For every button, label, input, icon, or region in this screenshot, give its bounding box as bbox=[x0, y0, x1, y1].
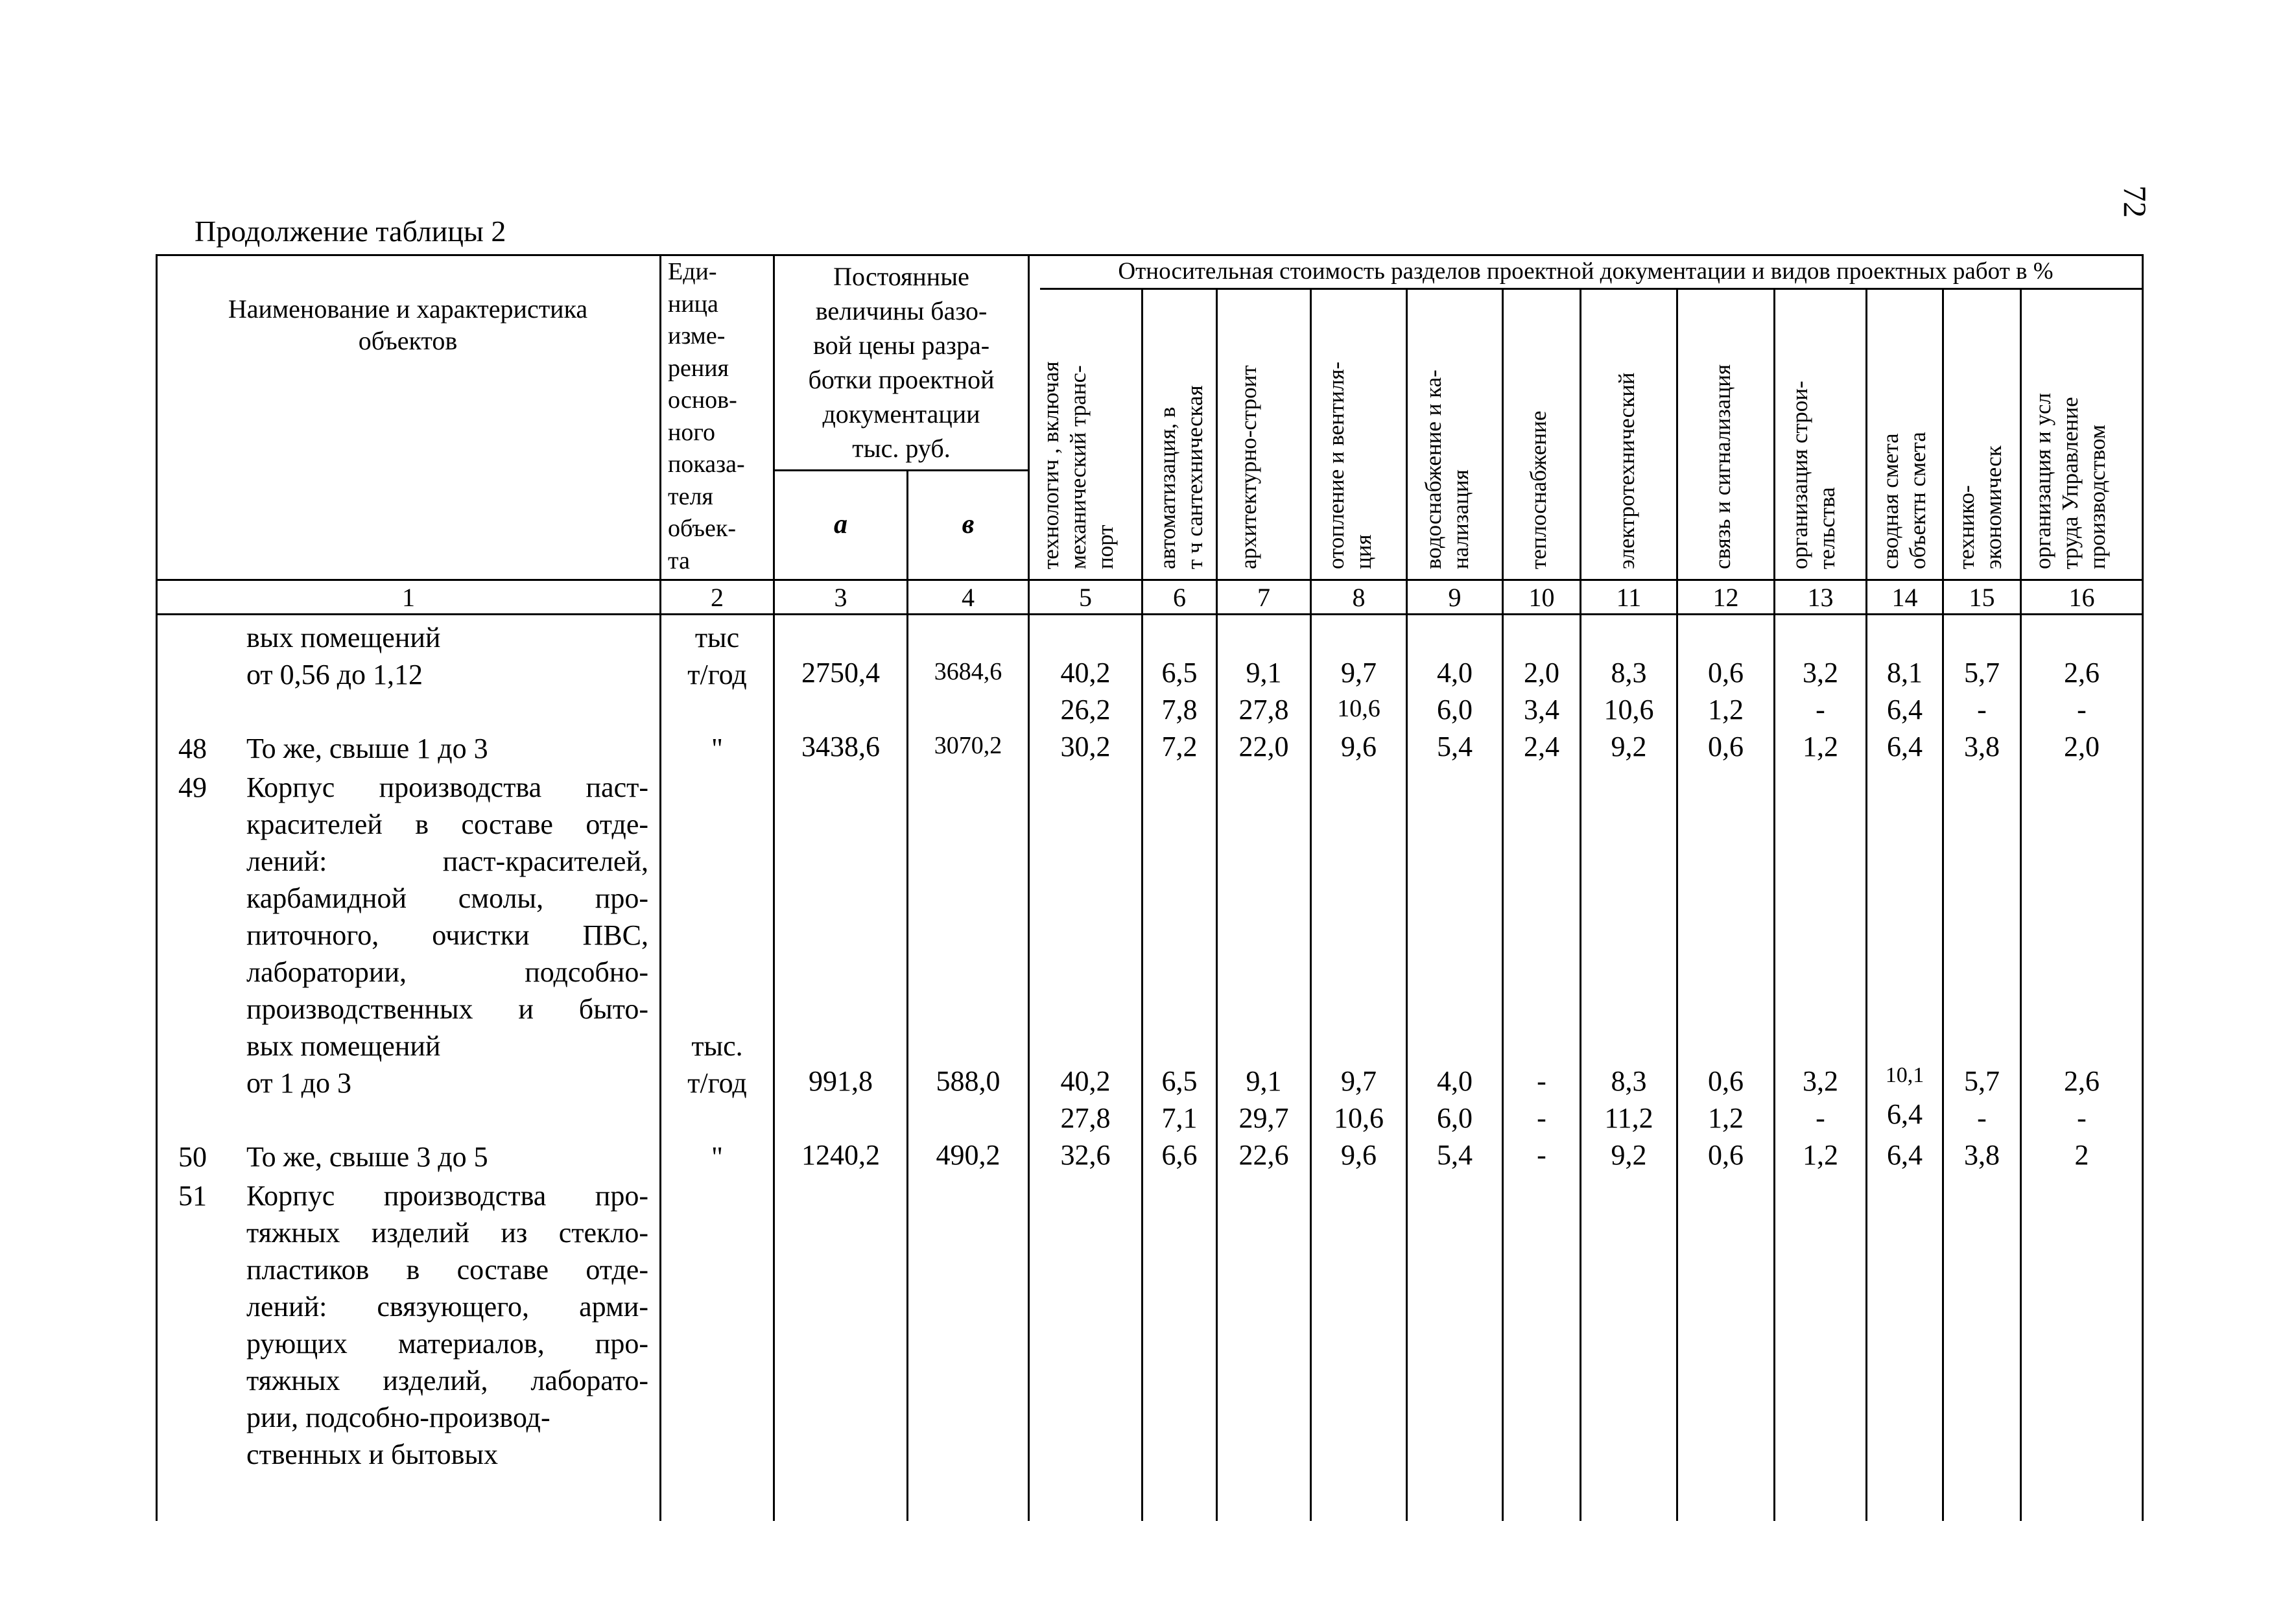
row-number: 49 bbox=[178, 771, 207, 803]
cell: 5,4 bbox=[1437, 731, 1473, 762]
cell: 1,2 bbox=[1803, 1139, 1838, 1171]
cell: 6,4 bbox=[1887, 1139, 1923, 1171]
cell: 22,6 bbox=[1238, 1139, 1289, 1171]
header-col-13: организация строи- тельства bbox=[1787, 381, 1840, 569]
cell: 9,2 bbox=[1611, 1139, 1647, 1171]
cell: 40,2 bbox=[1060, 1065, 1111, 1097]
cell: 0,6 bbox=[1708, 731, 1744, 762]
cell: 9,6 bbox=[1341, 731, 1377, 762]
header-col-7: архитектурно-строит bbox=[1236, 365, 1261, 569]
header-col-14: сводная смета объектн смета bbox=[1878, 432, 1930, 569]
cell: 2,0 bbox=[2064, 731, 2100, 762]
header-col-11: электротехнический bbox=[1614, 372, 1639, 569]
cell: 9,6 bbox=[1341, 1139, 1377, 1171]
cell: 6,4 bbox=[1887, 731, 1923, 762]
cell: 6,5 bbox=[1161, 657, 1198, 688]
header-group-title: Относительная стоимость разделов проектной документации и видов проектных работ в % bbox=[1118, 258, 2054, 285]
header-col-16: организация и усл труда Управление производством bbox=[2030, 392, 2110, 569]
cell: 3,2 bbox=[1803, 657, 1838, 688]
cell: 6,0 bbox=[1437, 694, 1473, 725]
value-b: 588,0 bbox=[936, 1065, 1000, 1097]
row-number: 51 bbox=[178, 1180, 207, 1212]
row-name: То же, свыше 1 до 3 bbox=[246, 733, 488, 764]
cell: 4,0 bbox=[1437, 657, 1473, 688]
cell: 9,1 bbox=[1246, 1065, 1282, 1097]
value-a: 3438,6 bbox=[801, 731, 880, 762]
cell: 32,6 bbox=[1060, 1139, 1111, 1171]
cell: 1,2 bbox=[1803, 731, 1838, 762]
cell: 9,7 bbox=[1341, 1065, 1377, 1097]
cell: 10,6 bbox=[1337, 695, 1380, 722]
cell: 5,7 bbox=[1964, 657, 2000, 688]
row-unit: " bbox=[711, 1141, 723, 1173]
header-col-8: отопление и вентиля- ция bbox=[1323, 361, 1376, 569]
cell: 11,2 bbox=[1604, 1102, 1653, 1134]
cell: 5,7 bbox=[1964, 1065, 2000, 1097]
header-col-const: Постоянные величины базо- вой цены разра- ботки проектной документации тыс. руб. bbox=[808, 262, 995, 463]
table-caption: Продолжение таблицы 2 bbox=[195, 215, 506, 248]
cell: 27,8 bbox=[1238, 694, 1289, 725]
cell: 1,2 bbox=[1708, 694, 1744, 725]
row-number: 50 bbox=[178, 1141, 207, 1173]
row-name: Корпус производства про- тяжных изделий из стекло- пластиков в составе отде- лений: связующего, арми- рующих материалов, про- тяжных изделий, лаборато- рии, подсобно-производ- ственных и бытовых bbox=[246, 1180, 648, 1470]
cell: 10,6 bbox=[1334, 1102, 1384, 1134]
cell: 3,2 bbox=[1803, 1065, 1838, 1097]
row-unit: тыс т/год bbox=[687, 622, 747, 690]
header-col-5: технологич , включая механический транс- порт bbox=[1038, 361, 1118, 569]
cell: 40,2 bbox=[1060, 657, 1111, 688]
cell: 22,0 bbox=[1238, 731, 1289, 762]
row-number: 48 bbox=[178, 733, 207, 764]
cell: 2 bbox=[2074, 1139, 2089, 1171]
cell: 0,6 bbox=[1708, 1139, 1744, 1171]
cell: 6,4 bbox=[1887, 694, 1923, 725]
cell: 6,6 bbox=[1161, 1139, 1198, 1171]
cell: 30,2 bbox=[1060, 731, 1111, 762]
cell: 27,8 bbox=[1060, 1102, 1111, 1134]
row-unit: " bbox=[711, 733, 723, 764]
value-b: 3684,6 bbox=[934, 658, 1002, 685]
cell: 8,3 bbox=[1611, 657, 1647, 688]
value-b: 490,2 bbox=[936, 1139, 1000, 1171]
cell: - bbox=[1537, 1139, 1546, 1171]
cell: 7,2 bbox=[1161, 731, 1198, 762]
cell: 6,0 bbox=[1437, 1102, 1473, 1134]
cell: 5,4 bbox=[1437, 1139, 1473, 1171]
header-col-10: теплоснабжение bbox=[1526, 410, 1551, 569]
header-col-12: связь и сигнализация bbox=[1710, 364, 1735, 569]
row-name: То же, свыше 3 до 5 bbox=[246, 1141, 488, 1173]
cell: 9,2 bbox=[1611, 731, 1647, 762]
header-col-15: технико- экономическ bbox=[1954, 445, 2006, 569]
cell: - bbox=[2077, 1102, 2087, 1134]
page-number: 72 bbox=[2117, 185, 2153, 218]
cell: 6,5 bbox=[1161, 1065, 1198, 1097]
cell: 29,7 bbox=[1238, 1102, 1289, 1134]
value-b: 3070,2 bbox=[934, 732, 1002, 759]
header-sub-b: в bbox=[962, 510, 975, 539]
cell: 2,0 bbox=[1524, 657, 1559, 688]
cell: - bbox=[1816, 694, 1825, 725]
cell: 9,7 bbox=[1341, 657, 1377, 688]
cell: 2,6 bbox=[2064, 1065, 2100, 1097]
header-col-9: водоснабжение и ка- нализация bbox=[1421, 370, 1473, 569]
cell: 0,6 bbox=[1708, 1065, 1744, 1097]
cell: 10,1 bbox=[1885, 1063, 1924, 1087]
header-col-unit: Еди- ница изме- рения основ- ного показа- теля объек- та bbox=[668, 258, 745, 574]
cell: 7,8 bbox=[1161, 694, 1198, 725]
header-col-6: автоматизация, в т ч сантехническая bbox=[1155, 385, 1207, 569]
cell: 0,6 bbox=[1708, 657, 1744, 688]
cell: 4,0 bbox=[1437, 1065, 1473, 1097]
header-sub-a: а bbox=[834, 510, 847, 539]
row-name: вых помещений от 0,56 до 1,12 bbox=[246, 622, 441, 690]
row-name: Корпус производства паст- красителей в составе отде- лений: паст-красителей, карбамидной смолы, про- питочного, очистки ПВС, лаборатории, подсобно- производственных и быто- вых помещений от 1 до 3 bbox=[246, 771, 648, 1099]
cell: - bbox=[1816, 1102, 1825, 1134]
cell: - bbox=[1977, 694, 1987, 725]
cell: 6,4 bbox=[1887, 1098, 1923, 1130]
cell: 8,3 bbox=[1611, 1065, 1647, 1097]
cell: 2,4 bbox=[1524, 731, 1559, 762]
cell: 3,8 bbox=[1964, 1139, 2000, 1171]
cell: 9,1 bbox=[1246, 657, 1282, 688]
cell: 3,4 bbox=[1524, 694, 1559, 725]
cell: - bbox=[2077, 694, 2087, 725]
cell: 8,1 bbox=[1887, 657, 1923, 688]
cell: 7,1 bbox=[1161, 1102, 1198, 1134]
cell: - bbox=[1537, 1102, 1546, 1134]
value-a: 1240,2 bbox=[801, 1139, 880, 1171]
cell: 10,6 bbox=[1604, 694, 1654, 725]
cell: 26,2 bbox=[1060, 694, 1111, 725]
cell: 3,8 bbox=[1964, 731, 2000, 762]
value-a: 991,8 bbox=[809, 1065, 873, 1097]
cell: - bbox=[1537, 1065, 1546, 1097]
cell: 1,2 bbox=[1708, 1102, 1744, 1134]
cell: - bbox=[1977, 1102, 1987, 1134]
header-col-name: Наименование и характеристика объектов bbox=[228, 294, 588, 355]
row-unit: тыс. т/год bbox=[687, 1030, 747, 1099]
value-a: 2750,4 bbox=[801, 657, 880, 688]
cell: 2,6 bbox=[2064, 657, 2100, 688]
